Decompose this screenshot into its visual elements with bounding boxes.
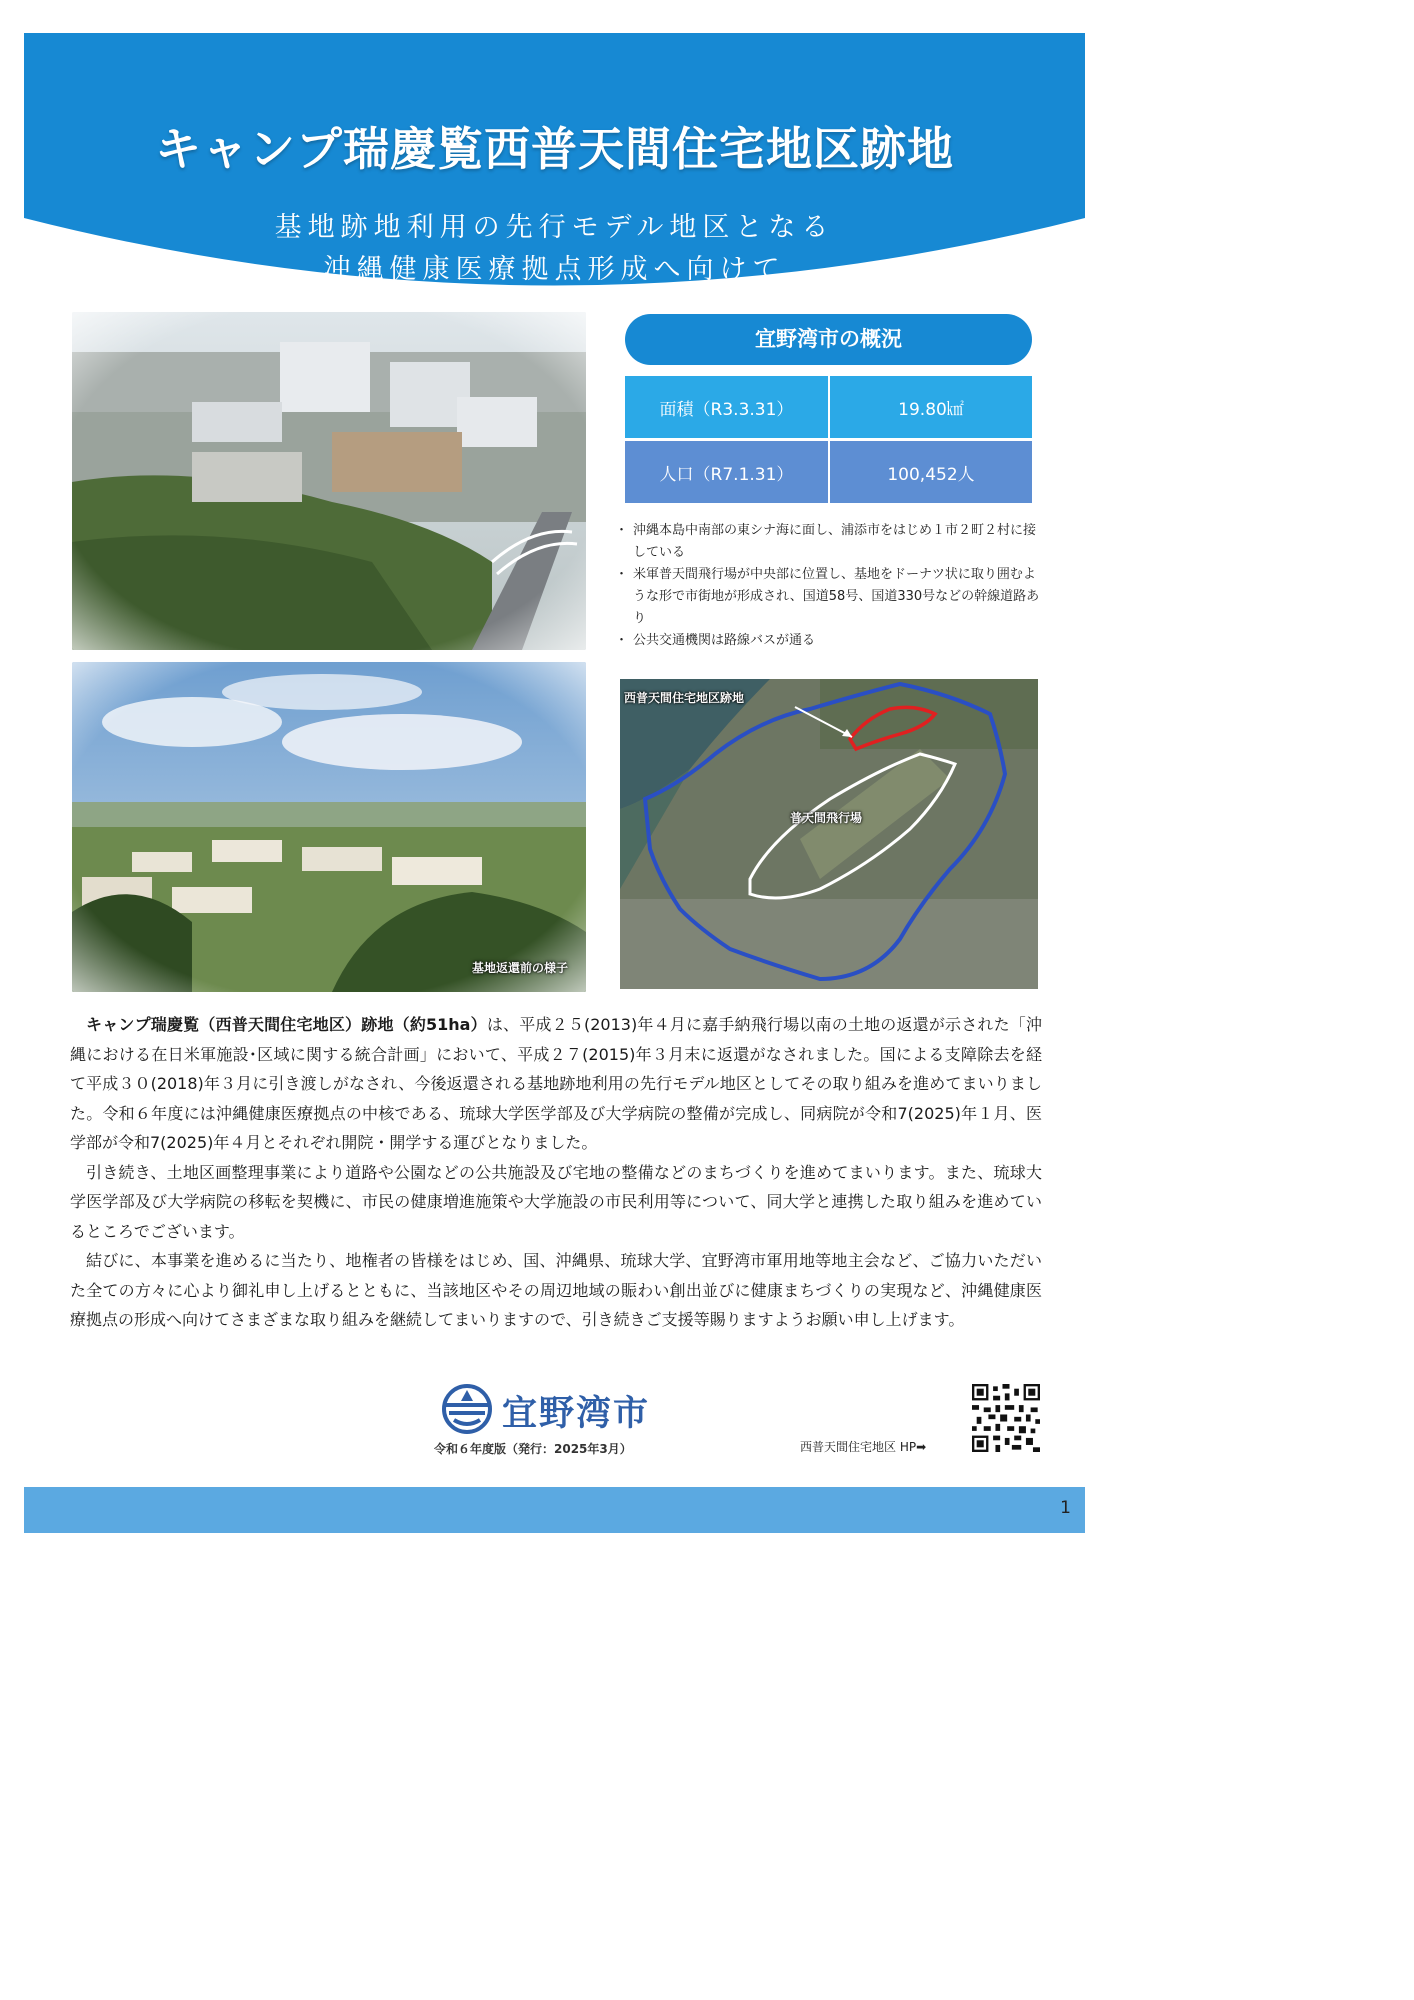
paragraph-1-rest: は、平成２５(2013)年４月に嘉手納飛行場以南の土地の返還が示された「沖縄における在日米軍施設･区域に関する統合計画」において、平成２７(2015)年３月末に返還がなされました。国による支障除去を経て平成３０(2018)年３月に引き渡しがなされ、今後返還される基地跡地利用の先行モデル地区としてその取り組みを進めてまいりました。令和６年度には沖縄健康医療拠点の中核である、琉球大学医学部及び大学病院の整備が完成し、同病院が令和7(2025)年１月、医学部が令和7(2025)年４月とそれぞれ開院・開学する運びとなりました。 [70,1015,1042,1152]
paragraph-1-lead: キャンプ瑞慶覧（西普天間住宅地区）跡地（約51ha） [86,1015,487,1034]
footer-bar [24,1487,1085,1533]
paragraph-3: 結びに、本事業を進めるに当たり、地権者の皆様をはじめ、国、沖縄県、琉球大学、宜野湾市軍用地等地主会など、ご協力いただいた全ての方々に心より御礼申し上げるとともに、当該地区やその周辺地域の賑わい創出並びに健康まちづくりの実現など、沖縄健康医療拠点の形成へ向けてさまざまな取り組みを継続してまいりますので、引き続きご支援等賜りますようお願い申し上げます。 [70,1251,1042,1329]
list-item: ・ 米軍普天間飛行場が中央部に位置し、基地をドーナツ状に取り囲むような形で市街地が形成され、国道58号、国道330号などの幹線道路あり [617,564,1042,630]
overview-heading: 宜野湾市の概況 [625,314,1032,365]
paragraph-2: 引き続き、土地区画整理事業により道路や公園などの公共施設及び宅地の整備などのまちづくりを進めてまいります。また、琉球大学医学部及び大学病院の移転を契機に、市民の健康増進施策や大学施設の市民利用等について、同大学と連携した取り組みを進めているところでございます。 [70,1162,1042,1241]
city-map [620,679,1038,989]
table-row-area [625,376,1032,438]
page-number: 1 [1060,1498,1071,1518]
city-name: 宜野湾市 [502,1394,651,1434]
city-logo [440,1384,680,1434]
photo-before-return [72,662,586,992]
edition-info: 令和６年度版（発行：2025年3月） [434,1442,632,1456]
area-label: 面積（R3.3.31） [625,376,828,438]
population-value: 100,452人 [830,441,1032,503]
city-emblem-icon [440,1384,494,1434]
hp-link-label: 西普天間住宅地区 HP➡ [800,1440,927,1454]
qr-code-icon[interactable] [972,1384,1040,1452]
paragraph-1 [70,1010,1042,1158]
page-subtitle-line2: 沖縄健康医療拠点形成へ向けて [323,254,786,285]
table-row-population [625,441,1032,503]
page-subtitle-line1: 基地跡地利用の先行モデル地区となる [274,212,835,243]
area-value: 19.80㎢ [830,376,1032,438]
page-title: キャンプ瑞慶覧西普天間住宅地区跡地 [155,122,954,176]
list-item: ・ 公共交通機関は路線バスが通る [617,630,1042,652]
body-text [70,1010,1042,1335]
map-label-district: 西普天間住宅地区跡地 [624,691,745,705]
photo-caption-before-return: 基地返還前の様子 [471,961,568,975]
population-label: 人口（R7.1.31） [625,441,828,503]
overview-notes [617,520,1042,652]
header-banner [24,33,1085,295]
list-item: ・ 沖縄本島中南部の東シナ海に面し、浦添市をはじめ１市２町２村に接している [617,520,1042,564]
map-label-airfield: 普天間飛行場 [790,811,863,825]
overview-table [625,376,1032,506]
aerial-photo-hospital [72,312,586,650]
